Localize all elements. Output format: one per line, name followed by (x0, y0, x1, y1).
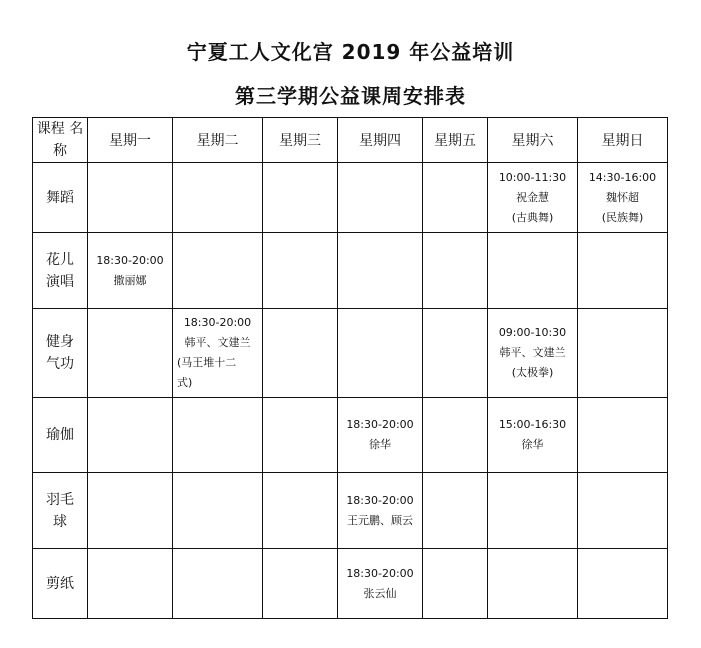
schedule-cell (88, 233, 173, 309)
class-note: 式) (177, 376, 193, 389)
schedule-cell (423, 473, 488, 549)
class-teacher: 韩平、文建兰 (184, 336, 251, 349)
table-row (33, 473, 668, 549)
schedule-cell (488, 309, 578, 398)
header-row (33, 118, 668, 163)
schedule-cell (578, 309, 668, 398)
day-header: 星期一 (88, 118, 173, 163)
table-row (33, 309, 668, 398)
table-row (33, 549, 668, 619)
course-name (33, 398, 88, 473)
schedule-cell (88, 309, 173, 398)
schedule-cell (88, 398, 173, 473)
class-time: 14:30-16:00 (588, 170, 657, 184)
schedule-cell (578, 233, 668, 309)
course-name (33, 309, 88, 398)
schedule-cell (338, 473, 423, 549)
day-header: 星期四 (338, 118, 423, 163)
class-teacher: 徐华 (521, 438, 544, 451)
class-teacher: 王元鹏、顾云 (347, 513, 413, 527)
class-time: 18:30-20:00 (183, 316, 252, 329)
day-header: 星期五 (423, 118, 488, 163)
schedule-cell (173, 398, 263, 473)
schedule-cell (578, 398, 668, 473)
schedule-cell (423, 163, 488, 233)
schedule-cell (338, 398, 423, 473)
schedule-table (32, 117, 668, 619)
schedule-cell (578, 163, 668, 233)
day-header: 星期二 (173, 118, 263, 163)
schedule-cell (488, 473, 578, 549)
table-row (33, 233, 668, 309)
schedule-cell (338, 163, 423, 233)
schedule-cell (173, 309, 263, 398)
class-note: (民族舞) (601, 210, 644, 224)
course-name (33, 163, 88, 233)
course-name-line: 瑜伽 (46, 427, 74, 443)
class-time: 10:00-11:30 (498, 170, 567, 184)
schedule-cell (423, 549, 488, 619)
schedule-cell (338, 309, 423, 398)
course-name (33, 549, 88, 619)
schedule-cell (263, 233, 338, 309)
corner-header-line: 课程 (36, 121, 65, 137)
course-name-line: 剪纸 (46, 575, 74, 592)
table-row (33, 398, 668, 473)
table-row (33, 163, 668, 233)
schedule-cell (173, 233, 263, 309)
table-subtitle: 第三学期公益课周安排表 (235, 84, 466, 108)
class-time: 18:30-20:00 (346, 566, 414, 580)
schedule-cell (263, 398, 338, 473)
class-teacher: 徐华 (369, 438, 391, 451)
schedule-cell (423, 398, 488, 473)
schedule-cell (338, 549, 423, 619)
class-teacher: 魏怀超 (606, 190, 639, 204)
day-header: 星期日 (578, 118, 668, 163)
class-teacher: 张云仙 (363, 586, 397, 600)
course-name-line: 舞蹈 (46, 189, 74, 206)
schedule-cell (488, 549, 578, 619)
class-note: (太极拳) (511, 366, 554, 379)
class-time: 09:00-10:30 (498, 326, 567, 339)
schedule-cell (263, 163, 338, 233)
course-name (33, 473, 88, 549)
class-time: 15:00-16:30 (498, 418, 567, 431)
schedule-cell (263, 549, 338, 619)
class-teacher: 韩平、文建兰 (499, 346, 566, 359)
schedule-cell (488, 163, 578, 233)
schedule-cell (173, 473, 263, 549)
schedule-cell (338, 233, 423, 309)
class-note: (马王堆十二 (177, 356, 237, 369)
class-time: 18:30-20:00 (346, 493, 414, 507)
class-teacher: 祝金慧 (516, 190, 549, 204)
corner-header (33, 118, 88, 163)
schedule-cell (423, 233, 488, 309)
schedule-cell (88, 549, 173, 619)
course-name-line: 气功 (46, 356, 74, 372)
day-header: 星期三 (263, 118, 338, 163)
schedule-cell (88, 163, 173, 233)
class-teacher: 撒丽娜 (113, 273, 147, 287)
course-name-line: 球 (53, 513, 67, 530)
schedule-cell (578, 549, 668, 619)
schedule-cell (173, 163, 263, 233)
course-name-line: 健身 (46, 334, 74, 350)
schedule-cell (88, 473, 173, 549)
schedule-cell (263, 309, 338, 398)
schedule-cell (488, 233, 578, 309)
schedule-cell (423, 309, 488, 398)
schedule-cell (488, 398, 578, 473)
schedule-cell (263, 473, 338, 549)
day-header: 星期六 (488, 118, 578, 163)
course-name (33, 233, 88, 309)
class-note: (古典舞) (511, 210, 554, 224)
schedule-cell (578, 473, 668, 549)
schedule-cell (173, 549, 263, 619)
class-time: 18:30-20:00 (346, 418, 414, 431)
course-name-line: 羽毛 (46, 491, 74, 508)
table-title: 宁夏工人文化宫 2019 年公益培训 (186, 40, 515, 64)
course-name-line: 演唱 (46, 273, 74, 290)
corner-header-line: 名称 (53, 121, 84, 159)
class-time: 18:30-20:00 (96, 253, 164, 267)
course-name-line: 花儿 (46, 251, 74, 268)
